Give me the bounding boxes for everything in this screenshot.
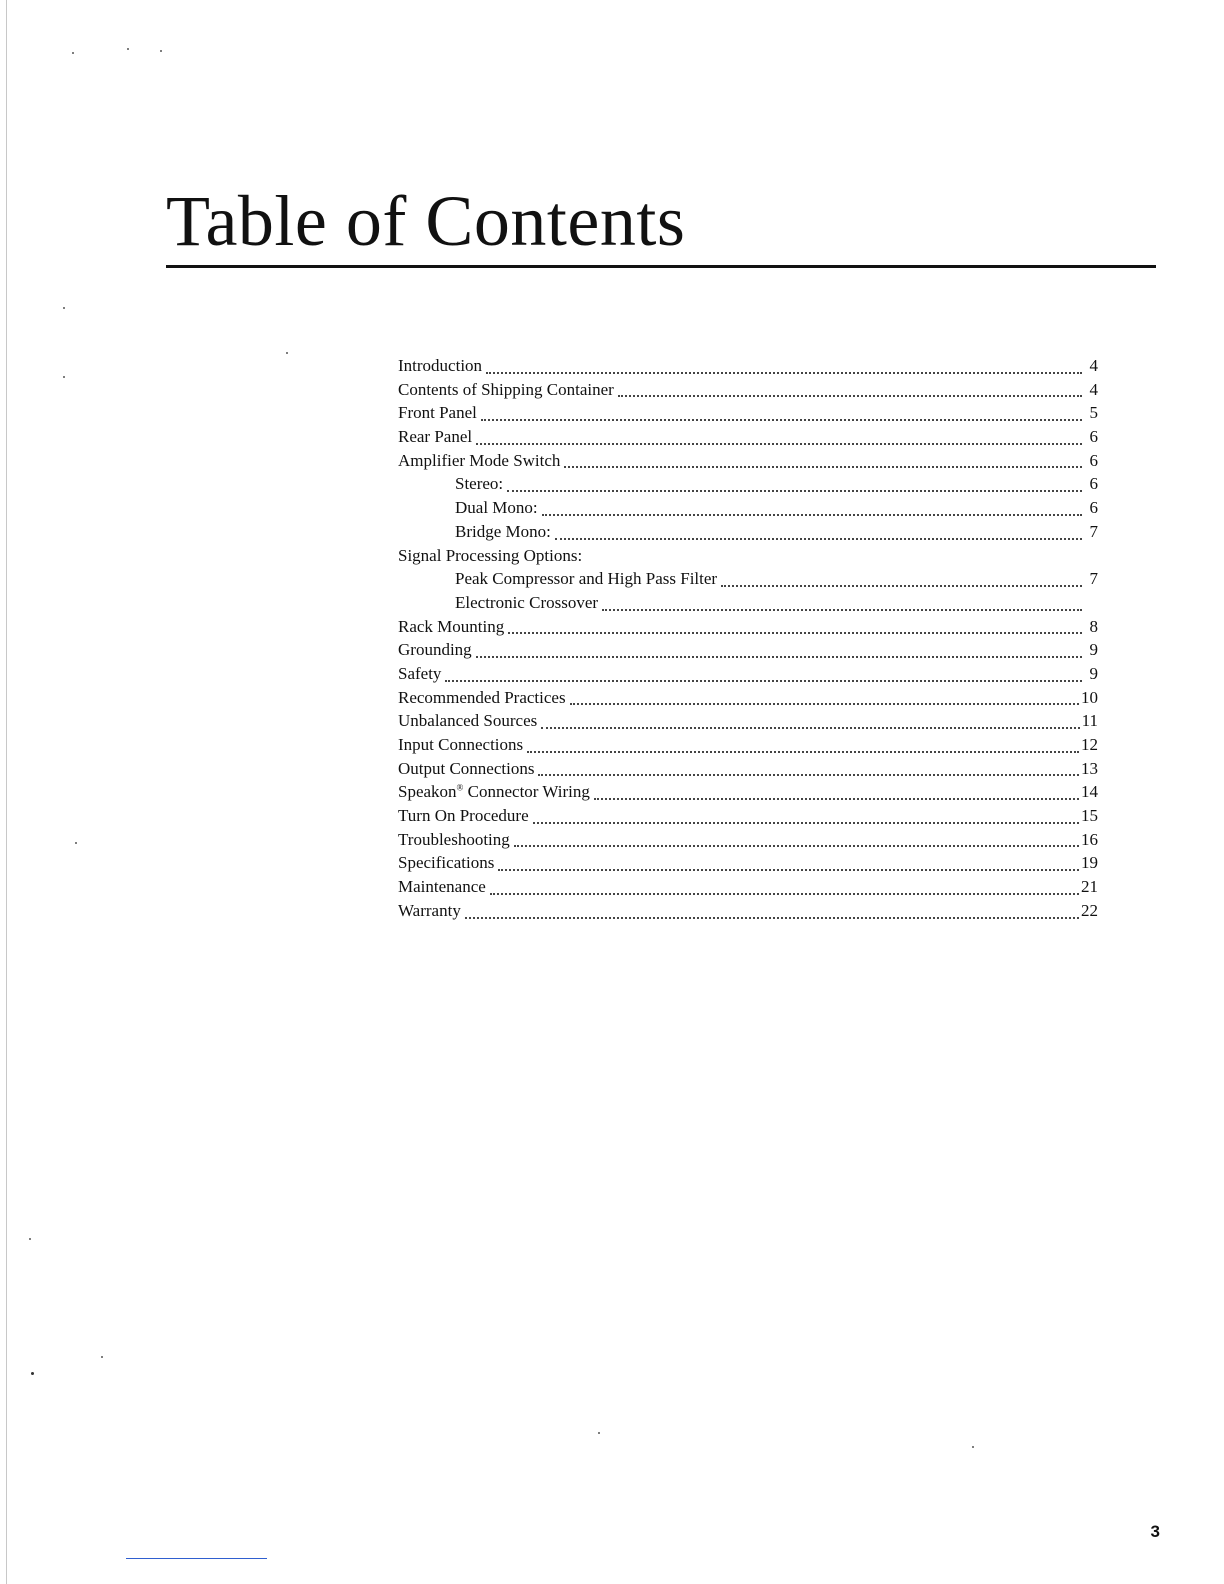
toc-entry-label (455, 591, 602, 615)
toc-entry[interactable] (398, 757, 1098, 781)
toc-entry[interactable] (398, 638, 1098, 662)
scan-speck (286, 352, 288, 354)
dot-leader (445, 679, 1082, 682)
toc-entry-title: Electronic Crossover (455, 592, 599, 612)
dot-leader (555, 537, 1082, 540)
toc-entry[interactable] (398, 615, 1098, 639)
toc-entry[interactable] (398, 804, 1098, 828)
toc-entry[interactable] (398, 709, 1098, 733)
toc-entry[interactable] (398, 544, 1098, 568)
toc-entry-label (398, 899, 465, 923)
toc-entry-label (398, 449, 564, 473)
toc-entry-page: 7 (1089, 521, 1098, 541)
toc-entry[interactable] (398, 686, 1098, 710)
toc-entry-title: Unbalanced Sources (398, 711, 538, 731)
toc-entry-title: Troubleshooting (398, 829, 510, 849)
toc-entry-page: 11 (1081, 711, 1098, 731)
dot-leader (476, 442, 1082, 445)
toc-entry-label (398, 780, 594, 804)
toc-entry-page: 16 (1081, 829, 1098, 849)
dot-leader (527, 750, 1079, 753)
toc-entry-title: Safety (398, 663, 442, 683)
scan-speck (972, 1446, 974, 1448)
toc-entry[interactable] (398, 449, 1098, 473)
scan-speck (75, 842, 77, 844)
toc-entry-page: 4 (1089, 356, 1098, 375)
toc-entry-page: 14 (1081, 782, 1098, 802)
toc-entry[interactable] (398, 425, 1098, 449)
toc-entry-label (398, 686, 570, 710)
toc-entry-label (398, 425, 476, 449)
toc-entry-page: 6 (1089, 450, 1098, 470)
toc-entry-page: 19 (1081, 853, 1098, 873)
toc-entry-label (455, 520, 555, 544)
dot-leader (508, 631, 1082, 634)
dot-leader (570, 702, 1079, 705)
dot-leader (721, 584, 1082, 587)
toc-entry[interactable] (398, 472, 1098, 496)
toc-entry-label (398, 851, 498, 875)
scan-edge (6, 0, 7, 1584)
scan-speck (160, 50, 162, 52)
toc-entry-title: Peak Compressor and High Pass Filter (455, 569, 718, 589)
toc-entry-label (398, 733, 527, 757)
toc-entry[interactable] (398, 591, 1098, 615)
toc-entry-title: Bridge Mono: (455, 521, 551, 541)
scan-speck (63, 307, 65, 309)
toc-entry-title: Stereo: (455, 474, 504, 494)
registered-mark: ® (456, 782, 464, 793)
toc-entry-page: 6 (1089, 427, 1098, 447)
toc-entry[interactable] (398, 733, 1098, 757)
toc-entry-page: 13 (1081, 758, 1098, 778)
toc-entry-title-continued: Connector Wiring (463, 782, 590, 802)
toc-entry[interactable] (398, 520, 1098, 544)
dot-leader (507, 489, 1082, 492)
dot-leader (481, 418, 1082, 421)
toc-entry-label (398, 757, 538, 781)
scan-speck (101, 1356, 103, 1358)
toc-entry-title: Recommended Practices (398, 687, 566, 707)
toc-entry-page: 8 (1089, 616, 1098, 636)
toc-entry-page: 22 (1081, 900, 1098, 920)
dot-leader (586, 562, 1082, 563)
toc-entry[interactable] (398, 401, 1098, 425)
toc-entry[interactable] (398, 496, 1098, 520)
toc-entry-title: Speakon (398, 782, 457, 802)
dot-leader (490, 892, 1079, 895)
footer-link-line (126, 1558, 267, 1559)
toc-entry-label (398, 875, 490, 899)
scan-speck (127, 48, 129, 50)
dot-leader (538, 773, 1079, 776)
toc-entry[interactable] (398, 875, 1098, 899)
toc-entry-page: 4 (1089, 379, 1098, 399)
dot-leader (476, 655, 1082, 658)
toc-entry-title: Maintenance (398, 877, 486, 897)
toc-entry[interactable] (398, 378, 1098, 402)
toc-entry-label (398, 828, 514, 852)
toc-entry-title: Input Connections (398, 735, 524, 754)
toc-entry-label (455, 472, 507, 496)
scan-speck (598, 1432, 600, 1434)
toc-entry-label (398, 354, 486, 378)
toc-entry-label (398, 804, 533, 828)
toc-entry-title: Dual Mono: (455, 498, 538, 518)
toc-entry-label (398, 615, 508, 639)
toc-entry-label (398, 544, 586, 568)
toc-entry-page: 6 (1089, 474, 1098, 494)
toc-entry-title: Turn On Procedure (398, 806, 529, 826)
toc-entry-title: Output Connections (398, 758, 535, 778)
dot-leader (533, 821, 1079, 824)
toc-entry-label (398, 638, 476, 662)
toc-entry-label (398, 401, 481, 425)
toc-entry-title: Introduction (398, 356, 483, 375)
dot-leader (564, 465, 1082, 468)
toc-entry-title: Grounding (398, 640, 472, 660)
toc-entry[interactable] (398, 354, 1098, 378)
dot-leader (541, 726, 1079, 729)
toc-entry-page: 6 (1089, 498, 1098, 518)
toc-entry-label (455, 567, 721, 591)
toc-entry-page: 9 (1089, 663, 1098, 683)
toc-entry-label (398, 662, 445, 686)
scan-speck (63, 376, 65, 378)
table-of-contents (398, 354, 1098, 923)
page-title: Table of Contents (166, 181, 686, 261)
toc-entry[interactable] (398, 851, 1098, 875)
toc-entry-title: Front Panel (398, 403, 477, 423)
title-underline (166, 265, 1156, 268)
dot-leader (486, 371, 1082, 374)
toc-entry-page: 15 (1081, 806, 1098, 826)
toc-entry-page: 10 (1081, 687, 1098, 707)
toc-entry[interactable] (398, 899, 1098, 923)
toc-entry-title: Rear Panel (398, 427, 473, 447)
scan-speck (72, 52, 74, 54)
toc-entry-label (398, 709, 541, 733)
toc-entry-title: Rack Mounting (398, 616, 505, 636)
toc-entry-page: 5 (1089, 403, 1098, 423)
scan-speck (29, 1238, 31, 1240)
dot-leader (594, 797, 1079, 800)
toc-entry-title: Amplifier Mode Switch (398, 450, 561, 470)
toc-entry-page: 9 (1089, 640, 1098, 660)
toc-entry-label (455, 496, 542, 520)
toc-entry-title: Contents of Shipping Container (398, 379, 614, 399)
toc-entry-label (398, 378, 618, 402)
toc-entry-page: 7 (1089, 569, 1098, 589)
toc-entry-title: Signal Processing Options: (398, 545, 583, 565)
dot-leader (602, 608, 1082, 611)
page-number: 3 (1150, 1522, 1160, 1541)
toc-entry-page: 12 (1081, 735, 1098, 754)
toc-entry-title: Specifications (398, 853, 495, 873)
toc-entry-title: Warranty (398, 900, 461, 920)
toc-entry[interactable] (398, 780, 1098, 804)
toc-entry[interactable] (398, 567, 1098, 591)
toc-entry[interactable] (398, 662, 1098, 686)
toc-entry[interactable] (398, 828, 1098, 852)
dot-leader (618, 394, 1082, 397)
dot-leader (542, 513, 1082, 516)
dot-leader (514, 844, 1079, 847)
dot-leader (498, 868, 1079, 871)
scan-speck (31, 1372, 34, 1375)
dot-leader (465, 916, 1079, 919)
toc-entry-page: 21 (1081, 877, 1098, 897)
